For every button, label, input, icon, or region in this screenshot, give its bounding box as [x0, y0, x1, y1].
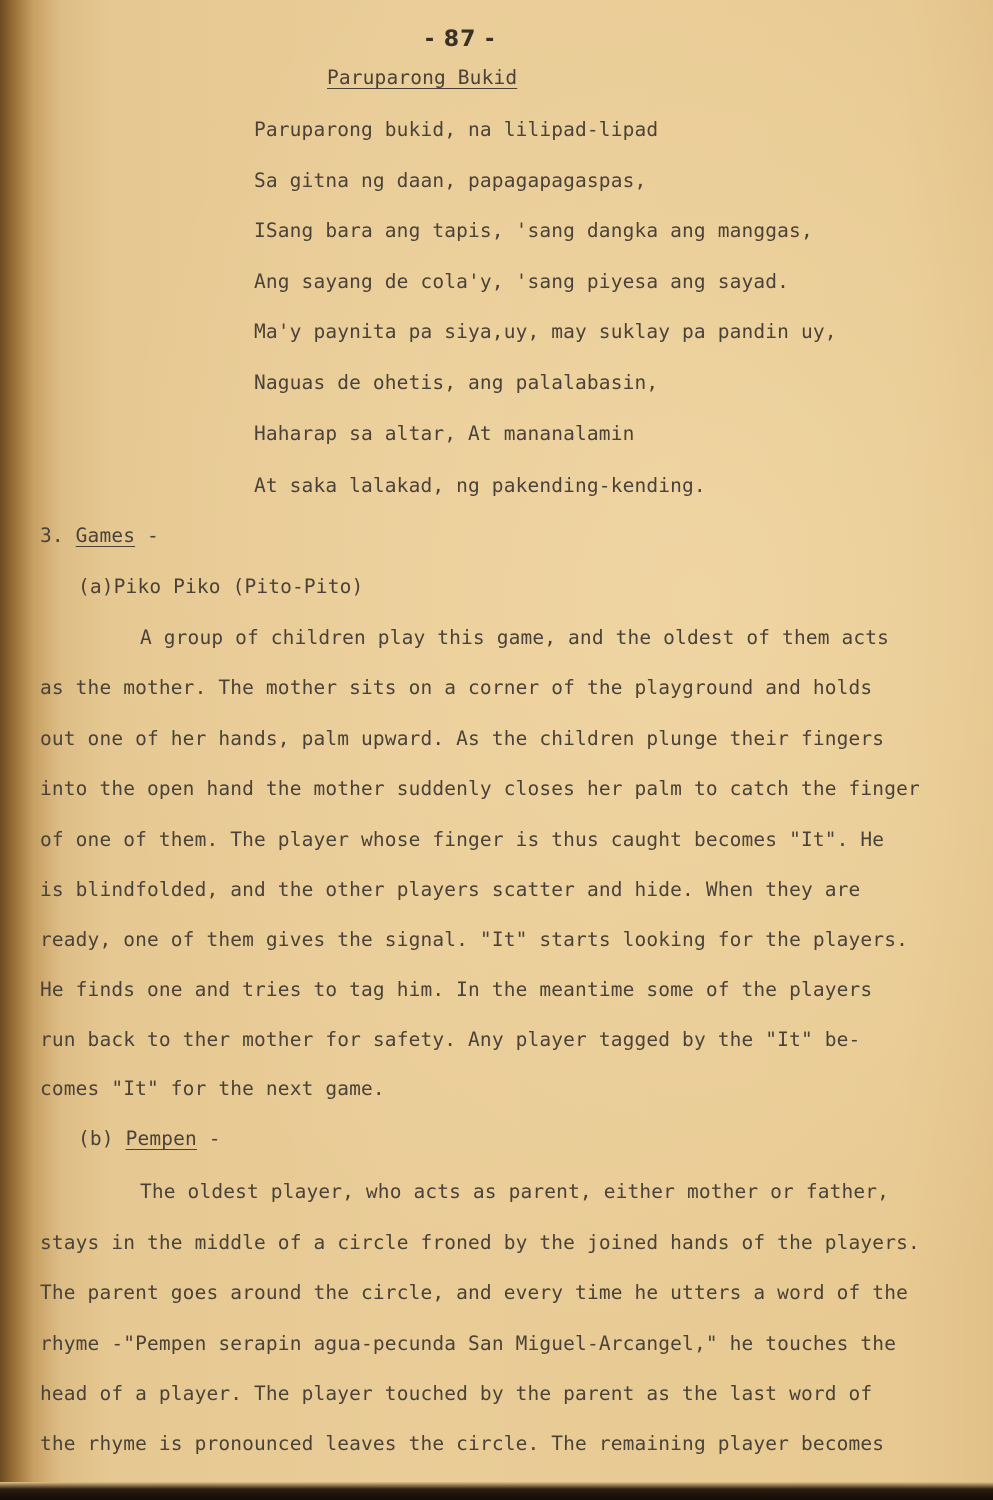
game-a-label: (a)Piko Piko (Pito-Pito)	[78, 575, 364, 598]
paragraph-line: The oldest player, who acts as parent, either mother or father,	[140, 1180, 890, 1203]
paragraph-line: A group of children play this game, and the oldest of them acts	[140, 626, 890, 649]
poem-title: Paruparong Bukid	[327, 66, 518, 89]
game-b-title: Pempen	[125, 1127, 197, 1150]
paragraph-line: comes "It" for the next game.	[40, 1077, 385, 1100]
paragraph-line: He finds one and tries to tag him. In the meantime some of the players	[40, 978, 873, 1001]
poem-line: Haharap sa altar, At mananalamin	[254, 422, 635, 445]
paragraph-line: out one of her hands, palm upward. As the children plunge their fingers	[40, 727, 885, 750]
game-b-prefix: (b)	[78, 1127, 114, 1150]
paragraph-line: rhyme -"Pempen serapin agua-pecunda San Miguel-Arcangel," he touches the	[40, 1332, 897, 1355]
page-bottom-edge	[0, 1482, 993, 1500]
poem-line: At saka lalakad, ng pakending-kending.	[254, 474, 706, 497]
poem-line: ISang bara ang tapis, 'sang dangka ang manggas,	[254, 219, 813, 242]
paragraph-line: run back to ther mother for safety. Any player tagged by the "It" be-	[40, 1028, 861, 1051]
paragraph-line: into the open hand the mother suddenly closes her palm to catch the finger	[40, 777, 920, 800]
section-title: Games	[75, 524, 136, 547]
section-dash: -	[147, 524, 159, 547]
page-number: - 87 -	[425, 27, 496, 52]
paragraph-line: is blindfolded, and the other players scatter and hide. When they are	[40, 878, 861, 901]
paragraph-line: ready, one of them gives the signal. "It" starts looking for the players.	[40, 928, 908, 951]
poem-line: Sa gitna ng daan, papagapagaspas,	[254, 169, 647, 192]
paragraph-line: head of a player. The player touched by the parent as the last word of	[40, 1382, 873, 1405]
paragraph-line: The parent goes around the circle, and every time he utters a word of the	[40, 1281, 908, 1304]
poem-line: Ang sayang de cola'y, 'sang piyesa ang sayad.	[254, 270, 790, 293]
section-number: 3.	[40, 524, 64, 547]
game-b-heading	[78, 1127, 221, 1151]
paragraph-line: stays in the middle of a circle froned by the joined hands of the players.	[40, 1231, 920, 1254]
paragraph-line: as the mother. The mother sits on a corner of the playground and holds	[40, 676, 873, 699]
paragraph-line: the rhyme is pronounced leaves the circle. The remaining player becomes	[40, 1432, 885, 1455]
section-heading	[40, 524, 159, 548]
poem-line: Ma'y paynita pa siya,uy, may suklay pa pandin uy,	[254, 320, 837, 343]
poem-line: Naguas de ohetis, ang palalabasin,	[254, 371, 659, 394]
poem-line: Paruparong bukid, na lilipad-lipad	[254, 118, 659, 141]
game-b-dash: -	[208, 1127, 221, 1150]
paragraph-line: of one of them. The player whose finger is thus caught becomes "It". He	[40, 828, 885, 851]
